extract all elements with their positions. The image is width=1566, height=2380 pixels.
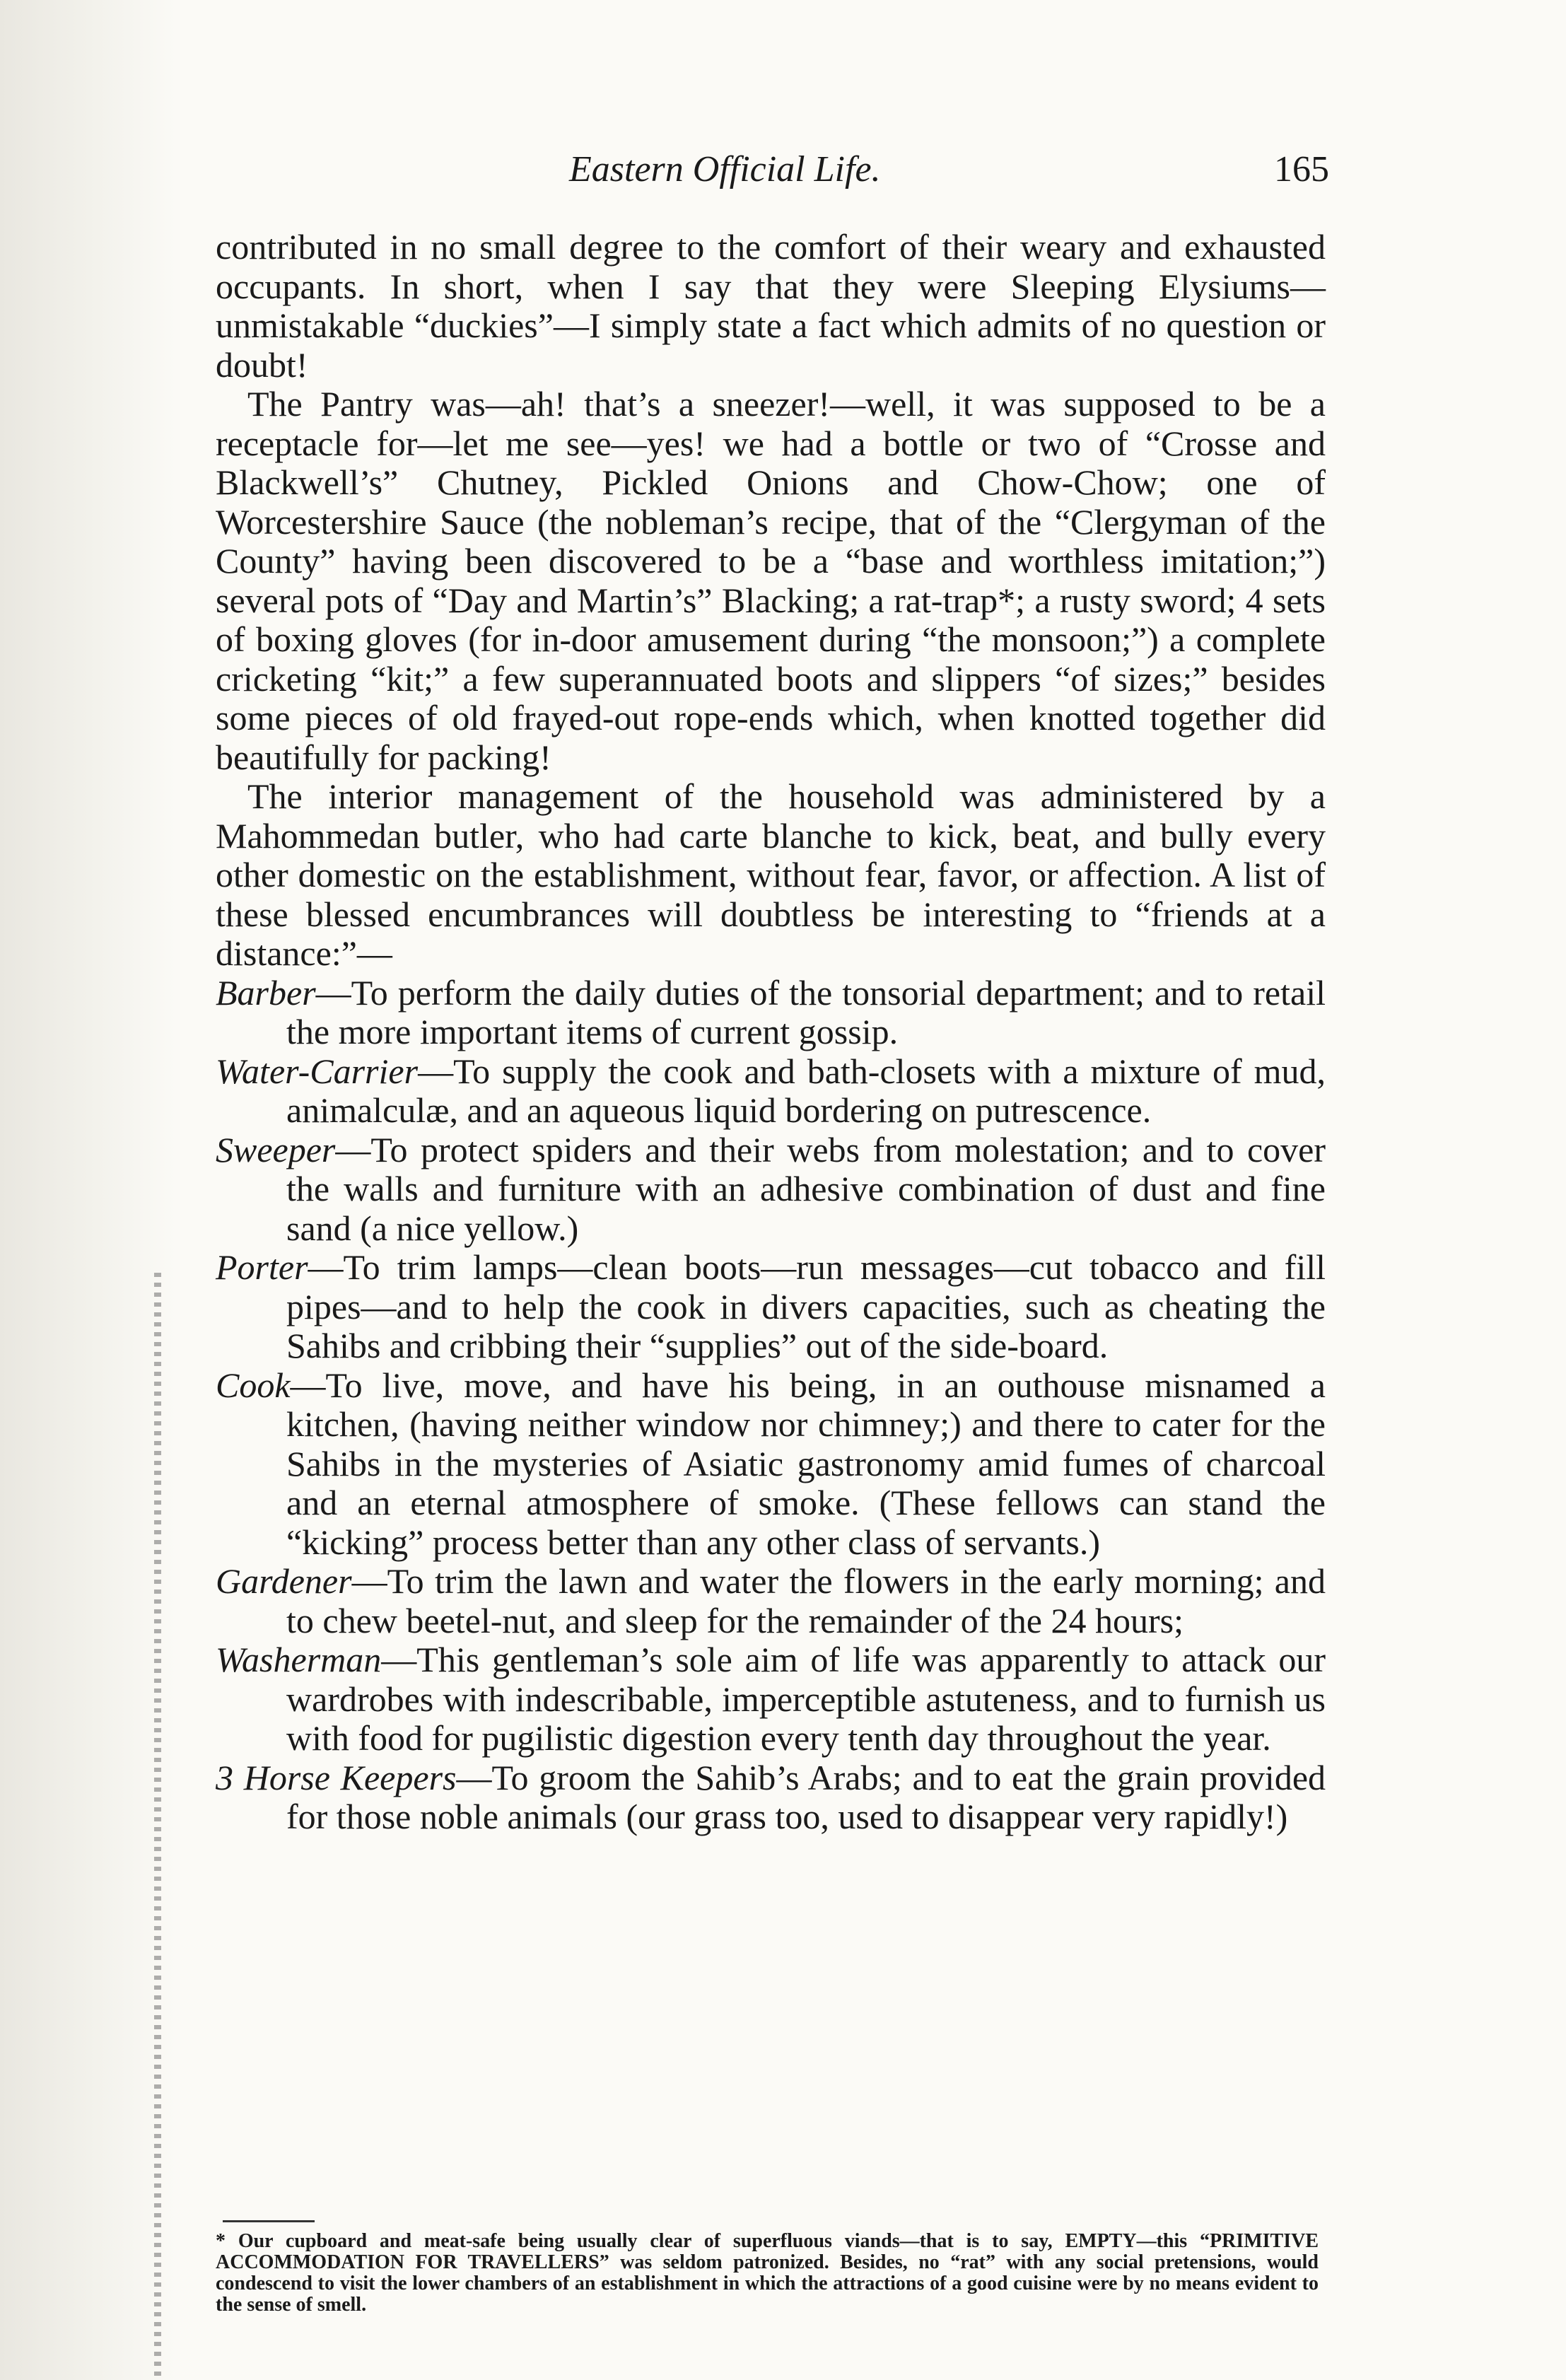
paragraph: contributed in no small degree to the comfort of their weary and exhausted occupants. In short, when I say that they were Sleeping Elysiums—unmistakable “duckies”—I simply state a fact which admits of no question or doubt!	[216, 227, 1326, 385]
servant-duty: —To protect spiders and their webs from molestation; and to cover the walls and furniture with an adhesive combination of dust and fine sand (a nice yellow.)	[286, 1129, 1326, 1248]
servant-title: Water-Carrier	[216, 1051, 419, 1091]
servant-title: Porter	[216, 1247, 308, 1287]
servant-entry	[216, 974, 1326, 1052]
binding-gutter	[0, 0, 177, 2380]
servant-entry	[216, 1562, 1326, 1640]
footnote-rule	[223, 2220, 315, 2222]
servant-duty: —To perform the daily duties of the tonsorial department; and to retail the more important items of current gossip.	[286, 972, 1326, 1051]
servant-title: Washerman	[216, 1640, 382, 1679]
servant-title: Sweeper	[216, 1129, 336, 1169]
page-header	[212, 148, 1329, 205]
servant-duty: —To live, move, and have his being, in an outhouse misnamed a kitchen, (having neither window nor chimney;) and there to cater for the Sahibs in the mysteries of Asiatic gastronomy amid fumes of charcoal and an eternal atmosphere of smoke. (These fellows can stand the “kicking” process better than any other class of servants.)	[286, 1365, 1326, 1562]
servant-title: 3 Horse Keepers	[216, 1757, 457, 1797]
servant-entry	[216, 1640, 1326, 1758]
servant-entry	[216, 1131, 1326, 1249]
binding-marks	[154, 1273, 161, 2376]
servant-entry	[216, 1248, 1326, 1366]
servant-title: Barber	[216, 972, 316, 1013]
paragraph: The interior management of the household was administered by a Mahommedan butler, who had carte blanche to kick, beat, and bully every other domestic on the establishment, without fear, favor, or affection. A list of these blessed encumbrances will doubtless be interesting to “friends at a distance:”—	[216, 776, 1326, 973]
servant-entry	[216, 1366, 1326, 1563]
servant-duty: —To groom the Sahib’s Arabs; and to eat the grain provided for those noble animals (our grass too, used to disappear very rapidly!)	[286, 1757, 1326, 1836]
servant-entry	[216, 1052, 1326, 1131]
page-number: 165	[1274, 149, 1329, 189]
paragraph: The Pantry was—ah! that’s a sneezer!—well, it was supposed to be a receptacle for—let me see—yes! we had a bottle or two of “Crosse and Blackwell’s” Chutney, Pickled Onions and Chow-Chow; one of Worcestershire Sauce (the nobleman’s recipe, that of the “Clergyman of the County” having been discovered to be a “base and worthless imitation;”) several pots of “Day and Martin’s” Blacking; a rat-trap*; a rusty sword; 4 sets of boxing gloves (for in-door amusement during “the monsoon;”) a complete cricketing “kit;” a few superannuated boots and slippers “of sizes;” besides some pieces of old frayed-out rope-ends which, when knotted together did beautifully for packing!	[216, 384, 1326, 777]
servant-title: Gardener	[216, 1561, 352, 1601]
servant-entry	[216, 1758, 1326, 1837]
servant-duty: —To trim the lawn and water the flowers in the early morning; and to chew beetel-nut, and sleep for the remainder of the 24 hours;	[286, 1561, 1326, 1640]
body-text	[216, 228, 1326, 1837]
footnote: * Our cupboard and meat-safe being usually clear of superfluous viands—that is to say, EMPTY—this “PRIMITIVE ACCOMMODATION FOR TRAVELLERS” was seldom patronized. Besides, no “rat” with any social pretensions, would condescend to visit the lower chambers of an establishment in which the attractions of a good cuisine were by no means evident to the sense of smell.	[216, 2230, 1319, 2316]
servant-duty: —To supply the cook and bath-closets with a mixture of mud, animalculæ, and an aqueous liquid bordering on putrescence.	[286, 1051, 1326, 1130]
servant-duty: —This gentleman’s sole aim of life was apparently to attack our wardrobes with indescribable, imperceptible astuteness, and to furnish us with food for pugilistic digestion every tenth day throughout the year.	[286, 1640, 1326, 1758]
servant-duty: —To trim lamps—clean boots—run messages—cut tobacco and fill pipes—and to help the cook in divers capacities, such as cheating the Sahibs and cribbing their “supplies” out of the side-board.	[286, 1247, 1326, 1365]
running-title: Eastern Official Life.	[569, 149, 881, 189]
servant-title: Cook	[216, 1365, 291, 1405]
